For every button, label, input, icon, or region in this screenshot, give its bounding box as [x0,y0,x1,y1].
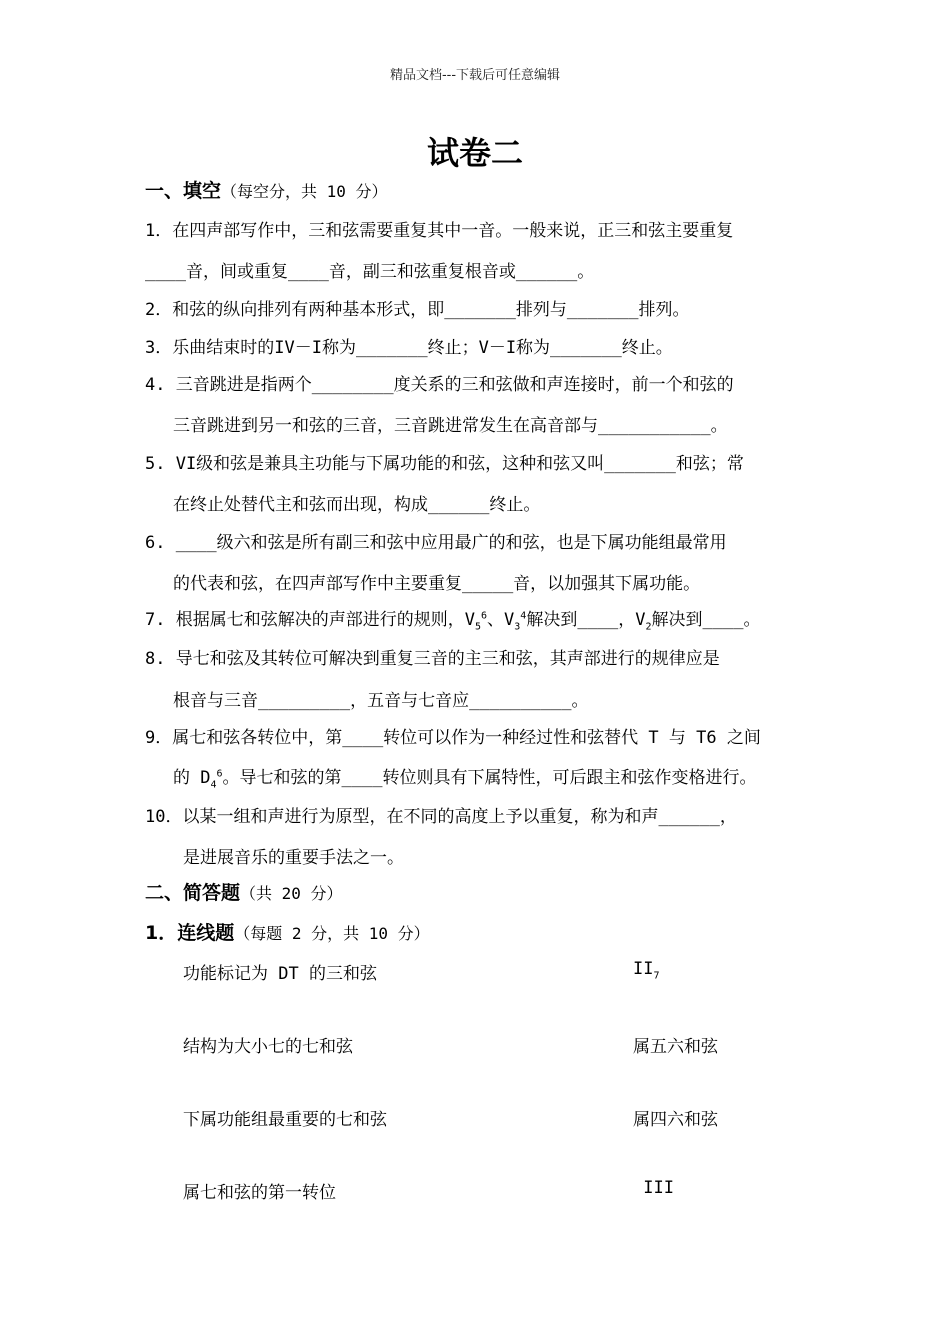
section-2-heading [145,878,343,905]
match-right-item: III [633,1178,674,1198]
question-1-line-2: ____音，间或重复____音，副三和弦重复根音或______。 [145,262,595,282]
question-6-line-1: 6. ____级六和弦是所有副三和弦中应用最广的和弦，也是下属功能组最常用 [145,533,727,553]
match-left-item: 下属功能组最重要的七和弦 [183,1110,387,1130]
question-9-line-2: 的 $D_4^6$。导七和弦的第____转位则具有下属特性，可后跟主和弦作变格进行。 [173,768,757,791]
match-right-item: $II_7$ [633,959,660,982]
section-1-heading [145,176,388,203]
match-right-item: 属五六和弦 [633,1037,718,1057]
question-6-line-2: 的代表和弦，在四声部写作中主要重复_____音，以加强其下属功能。 [173,574,701,594]
page-header: 精品文档---下载后可任意编辑 [389,68,561,83]
question-5-line-2: 在终止处替代主和弦而出现，构成______终止。 [173,495,541,515]
question-4-line-2: 三音跳进到另一和弦的三音，三音跳进常发生在高音部与___________。 [173,416,728,436]
question-4-line-1: 4. 三音跳进是指两个________度关系的三和弦做和声连接时，前一个和弦的 [145,375,734,395]
match-left-item: 功能标记为 DT 的三和弦 [183,964,377,984]
question-7: 7. 根据属七和弦解决的声部进行的规则，$V_5^6$、$V_3^4$解决到____，$V_2$解决到____。 [145,610,761,633]
question-3: 3．乐曲结束时的IV－I称为_______终止；V－I称为_______终止。 [145,338,673,358]
question-5-line-1: 5. VI级和弦是兼具主功能与下属功能的和弦，这种和弦又叫_______和弦；常 [145,454,744,474]
question-9-line-1: 9．属七和弦各转位中，第____转位可以作为一种经过性和弦替代 T 与 T6 之间 [145,728,761,748]
section-2-note: （共 20 分） [240,884,343,903]
question-8-line-2: 根音与三音_________，五音与七音应__________。 [173,691,589,711]
subsection-1-title: 1．连线题 [145,922,235,944]
subsection-1-note: （每题 2 分，共 10 分） [234,924,430,943]
question-2: 2．和弦的纵向排列有两种基本形式，即_______排列与_______排列。 [145,300,690,320]
match-left-item: 结构为大小七的七和弦 [183,1037,353,1057]
section-2-title: 二、简答题 [145,882,241,904]
section-1-title: 一、填空 [145,180,222,202]
page-title: 试卷二 [426,134,523,172]
question-10-line-2: 是进展音乐的重要手法之一。 [183,848,404,868]
question-1-line-1: 1．在四声部写作中，三和弦需要重复其中一音。一般来说，正三和弦主要重复 [145,221,734,241]
section-1-note: （每空分，共 10 分） [221,182,388,201]
subsection-1-heading [145,918,430,945]
question-10-line-1: 10．以某一组和声进行为原型，在不同的高度上予以重复，称为和声______， [145,807,737,827]
match-right-item: 属四六和弦 [633,1110,718,1130]
question-8-line-1: 8. 导七和弦及其转位可解决到重复三音的主三和弦，其声部进行的规律应是 [145,649,720,669]
match-left-item: 属七和弦的第一转位 [183,1183,336,1203]
